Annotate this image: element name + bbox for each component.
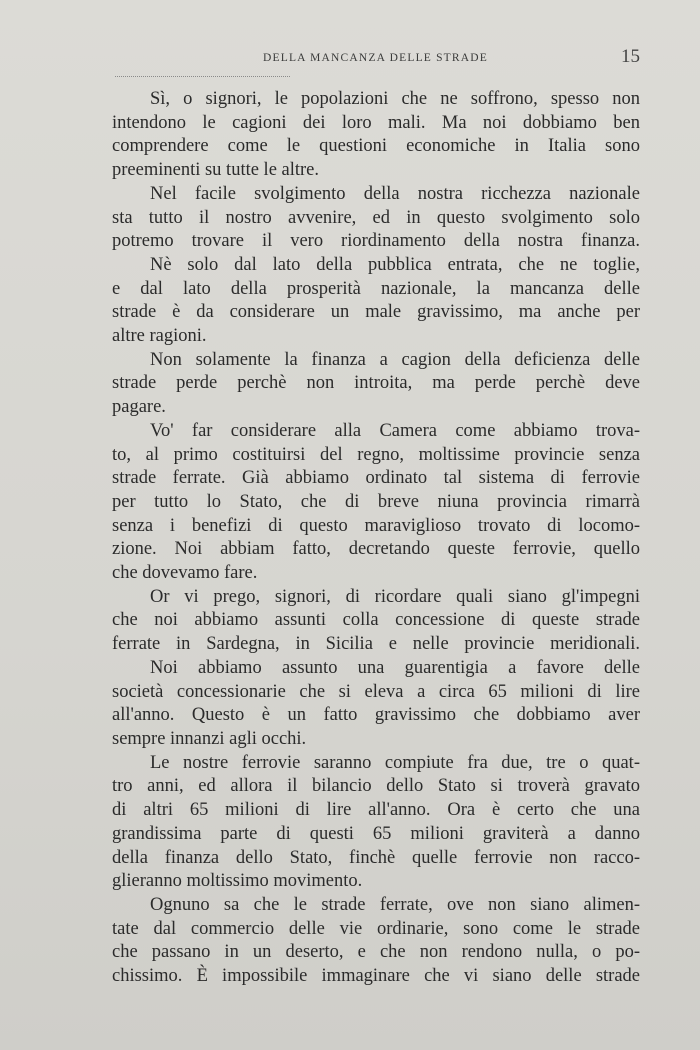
text-line: grandissima parte di questi 65 milioni graviterà a danno: [112, 823, 640, 844]
page-number: 15: [621, 46, 640, 67]
body-text: [112, 88, 640, 989]
page-header: [115, 44, 640, 74]
running-head: DELLA MANCANZA DELLE STRADE: [263, 52, 489, 64]
text-line: della finanza dello Stato, finchè quelle ferrovie non racco-: [112, 847, 640, 868]
text-line: comprendere come le questioni economiche in Italia sono: [112, 136, 640, 157]
text-line: che dovevamo fare.: [112, 563, 258, 584]
text-line: to, al primo costituirsi del regno, moltissime provincie senza: [112, 444, 640, 465]
text-line: tate dal commercio delle vie ordinarie, sono come le strade: [112, 918, 640, 939]
text-line: di altri 65 milioni di lire all'anno. Ora è certo che una: [112, 800, 640, 821]
text-line: pagare.: [112, 397, 166, 418]
text-line: che noi abbiamo assunti colla concessione di queste strade: [112, 610, 640, 631]
text-line: e dal lato della prosperità nazionale, la mancanza delle: [112, 278, 640, 299]
header-dotted-rule: [115, 76, 290, 77]
text-line: Ognuno sa che le strade ferrate, ove non siano alimen-: [150, 894, 640, 915]
text-line: strade ferrate. Già abbiamo ordinato tal sistema di ferrovie: [112, 468, 640, 489]
text-line: che passano in un deserto, e che non rendono nulla, o po-: [112, 942, 640, 963]
text-line: altre ragioni.: [112, 326, 207, 347]
text-line: per tutto lo Stato, che di breve niuna provincia rimarrà: [112, 491, 640, 512]
text-line: senza i benefizi di questo maraviglioso trovato di locomo-: [112, 515, 640, 536]
text-line: potremo trovare il vero riordinamento della nostra finanza.: [112, 231, 640, 252]
text-line: Non solamente la finanza a cagion della deficienza delle: [150, 349, 640, 370]
text-line: strade perde perchè non introita, ma perde perchè deve: [112, 373, 640, 394]
text-line: Noi abbiamo assunto una guarentigia a favore delle: [150, 657, 640, 678]
text-line: Or vi prego, signori, di ricordare quali siano gl'impegni: [150, 586, 640, 607]
text-line: Nè solo dal lato della pubblica entrata, che ne toglie,: [150, 254, 640, 275]
text-line: ferrate in Sardegna, in Sicilia e nelle provincie meridionali.: [112, 634, 640, 655]
text-line: Le nostre ferrovie saranno compiute fra due, tre o quat-: [150, 752, 640, 773]
text-line: intendono le cagioni dei loro mali. Ma noi dobbiamo ben: [112, 112, 640, 133]
text-line: tro anni, ed allora il bilancio dello Stato si troverà gravato: [112, 776, 640, 797]
text-line: preeminenti su tutte le altre.: [112, 160, 320, 181]
text-line: all'anno. Questo è un fatto gravissimo che dobbiamo aver: [112, 705, 640, 726]
text-line: sempre innanzi agli occhi.: [112, 728, 307, 749]
text-line: società concessionarie che si eleva a circa 65 milioni di lire: [112, 681, 640, 702]
text-line: sta tutto il nostro avvenire, ed in questo svolgimento solo: [112, 207, 640, 228]
text-line: Sì, o signori, le popolazioni che ne soffrono, spesso non: [150, 89, 640, 109]
text-line: chissimo. È impossibile immaginare che vi siano delle strade: [112, 966, 640, 987]
text-line: zione. Noi abbiam fatto, decretando queste ferrovie, quello: [112, 539, 640, 560]
text-line: Nel facile svolgimento della nostra ricchezza nazionale: [150, 183, 640, 204]
text-line: Vo' far considerare alla Camera come abbiamo trova-: [150, 420, 640, 441]
text-line: strade è da considerare un male gravissimo, ma anche per: [112, 302, 640, 323]
text-line: glieranno moltissimo movimento.: [112, 871, 363, 892]
